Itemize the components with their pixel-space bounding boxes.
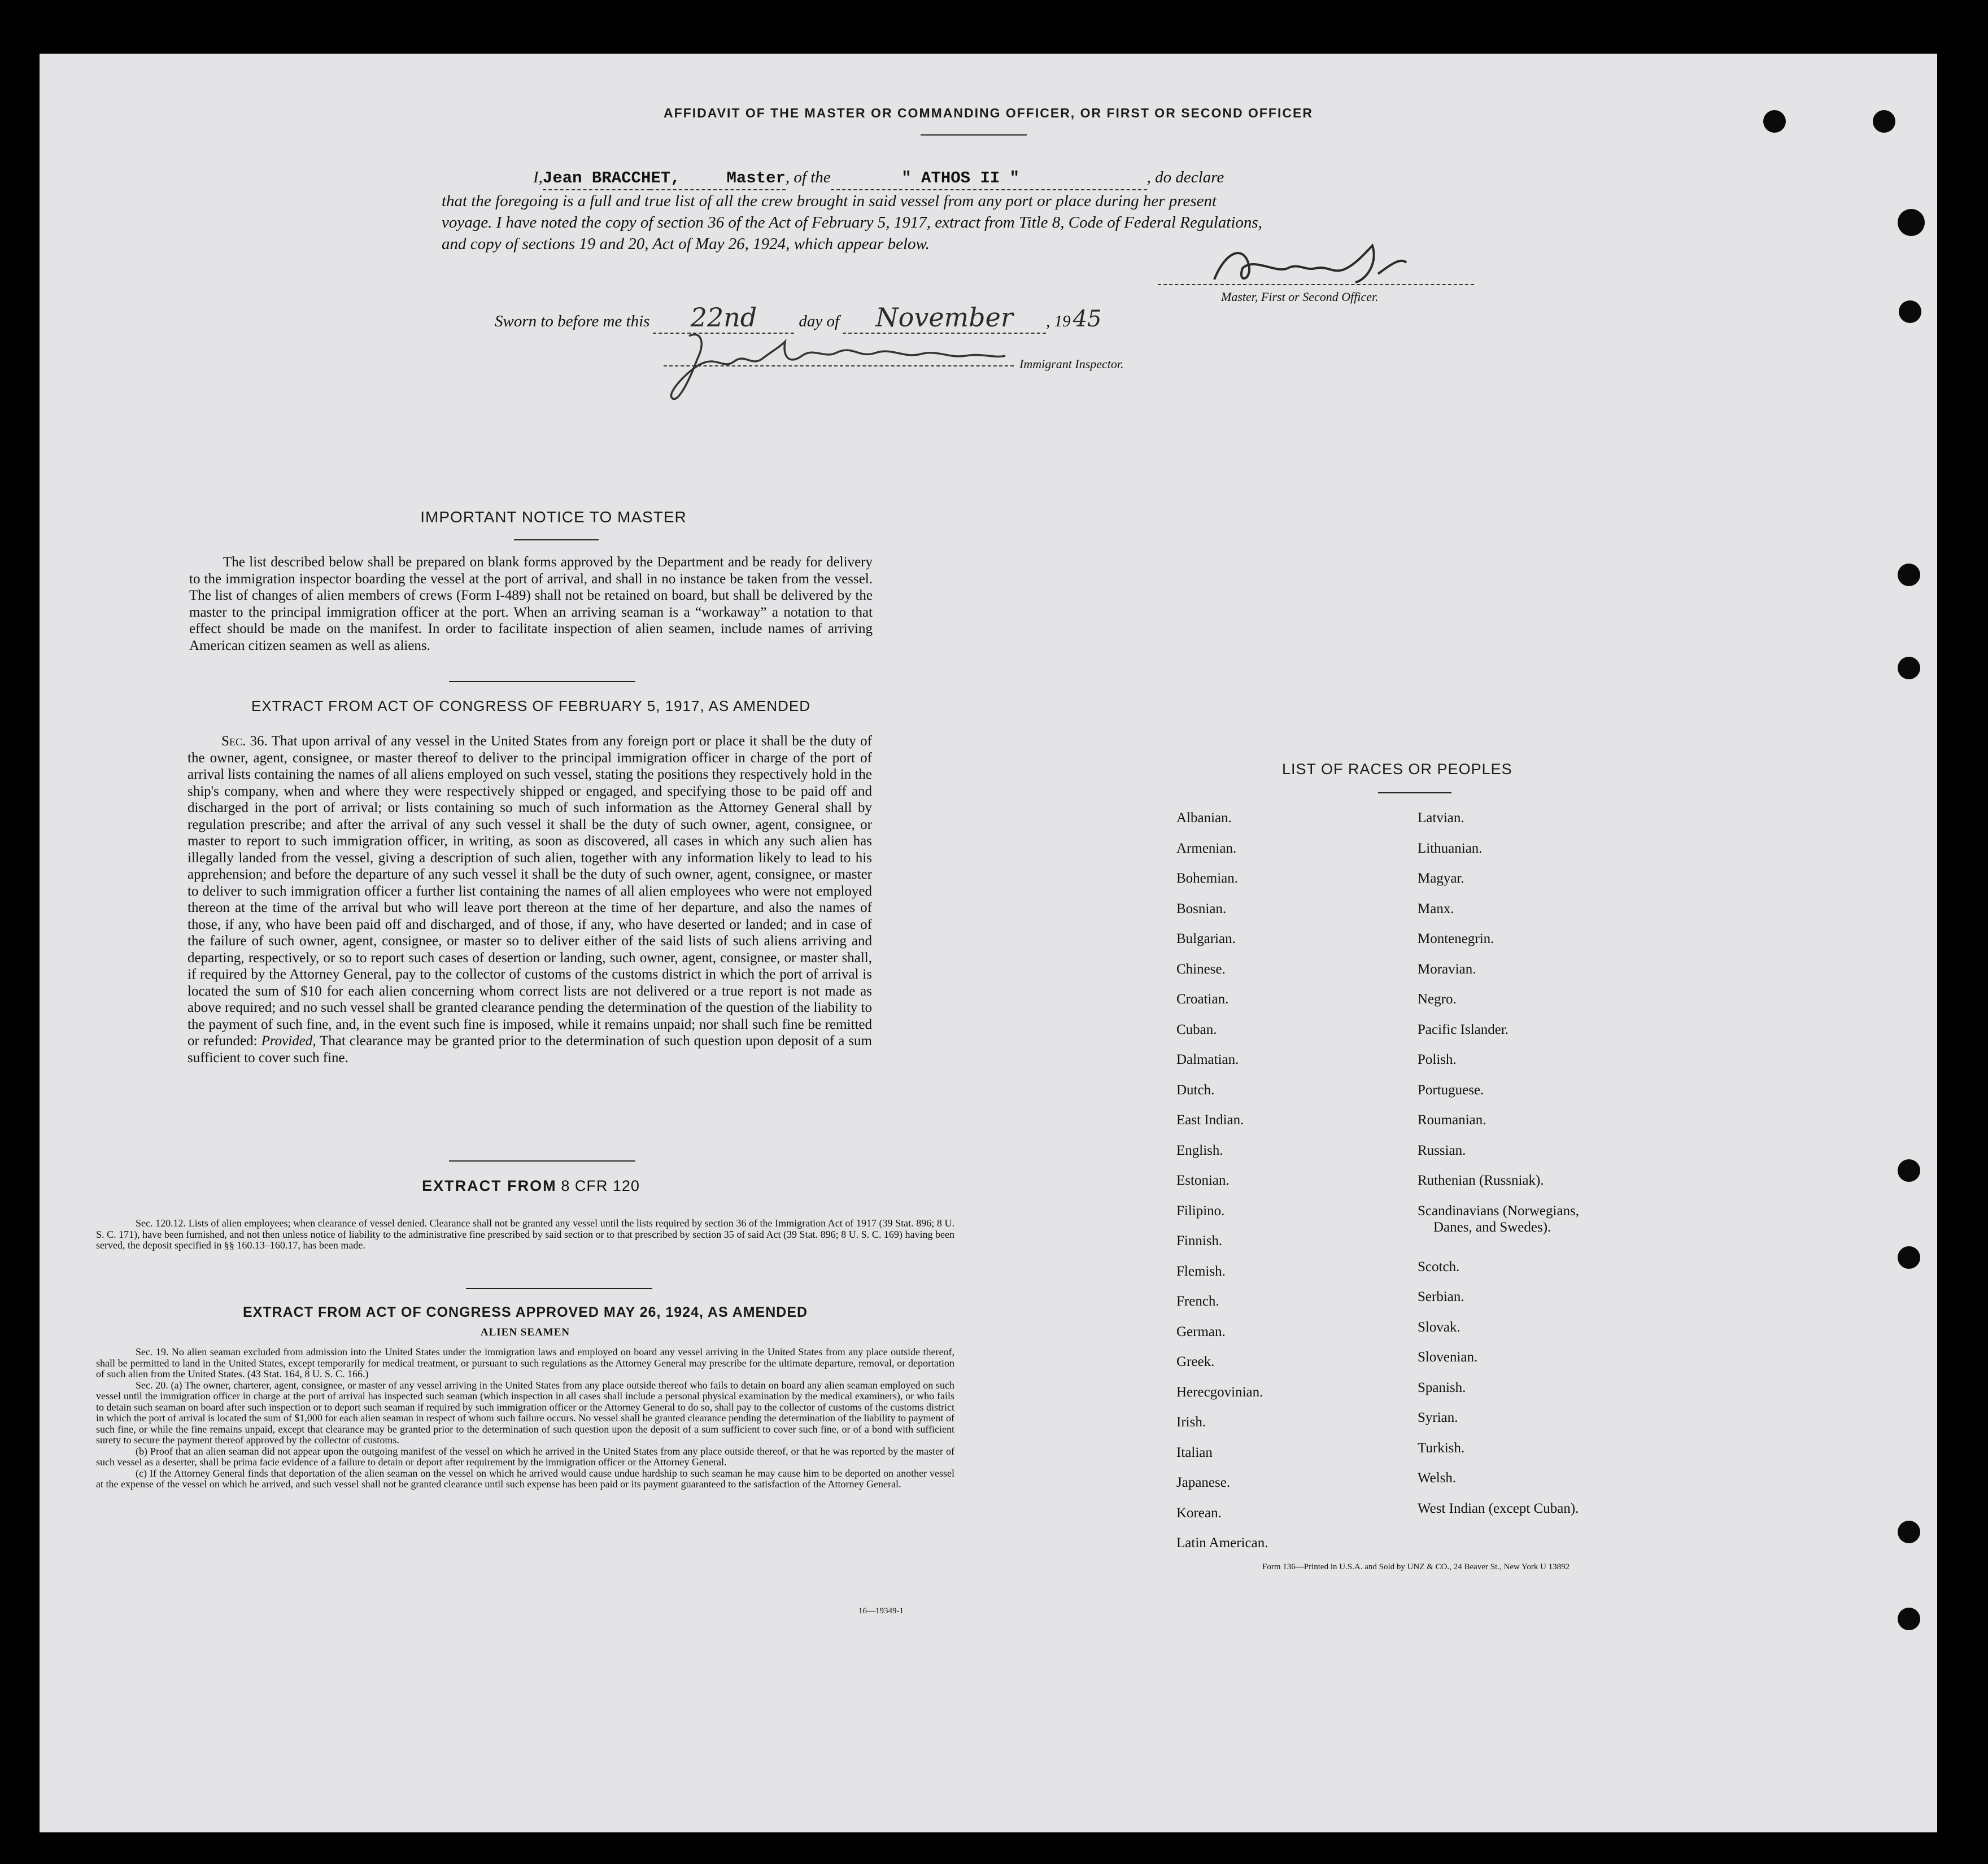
race-row: [1418, 1052, 1579, 1082]
race-item: German.: [1176, 1324, 1226, 1339]
race-item: West Indian (except Cuban).: [1418, 1500, 1579, 1516]
race-row: [1176, 1112, 1268, 1143]
extract-1924-subtitle: ALIEN SEAMEN: [480, 1326, 570, 1338]
race-item: Slovak.: [1418, 1319, 1461, 1335]
race-row: [1176, 1294, 1268, 1324]
race-item: Bosnian.: [1176, 901, 1227, 916]
race-item: Polish.: [1418, 1052, 1457, 1067]
binder-hole: [1899, 300, 1921, 323]
race-item: East Indian.: [1176, 1112, 1244, 1128]
race-row: [1418, 1350, 1579, 1380]
binder-hole: [1898, 1521, 1920, 1543]
race-item: Danes, and Swedes).: [1433, 1219, 1551, 1235]
form-code: 16—19349-1: [858, 1607, 904, 1616]
race-item: Chinese.: [1176, 961, 1226, 977]
race-row: [1176, 1173, 1268, 1203]
race-row: [1418, 1410, 1579, 1440]
sec-20a-text: Sec. 20. (a) The owner, charterer, agent, consignee, or master of any vessel arriving in the United States from any place outside thereof who fails to detain on board any alien seaman employed on such vessel until the immigration officer in charge at the port of arrival has inspected such seaman (which inspection in all cases shall include a personal physical examination by the medical examiners), or who fails to detain such seaman on board after such inspection or to deport such seaman if required by such immigration officer or the Attorney General to do so, shall pay to the collector of customs of the customs district in which the port of arrival is located the sum of $1,000 for each alien seaman in respect of whom such failure occurs. No vessel shall be granted clearance pending the determination of the liability to payment of such fine, or while the fine remains unpaid, except that clearance may be granted prior to the determination of such question upon the deposit of a sum sufficient to cover such fine, or of a bond with sufficient surety to secure the payment thereof approved by the collector of customs.: [96, 1379, 954, 1446]
of-the-label: , of the: [785, 168, 831, 186]
race-item: Lithuanian.: [1418, 840, 1483, 856]
race-item: Portuguese.: [1418, 1082, 1484, 1098]
races-left-column: [1176, 810, 1380, 1566]
race-row: [1176, 931, 1268, 962]
affidavit-i: I,: [533, 168, 543, 186]
extract-1924-text: [96, 1347, 954, 1490]
master-name-field: Jean BRACCHET,: [542, 169, 681, 187]
race-item: Flemish.: [1176, 1263, 1226, 1279]
race-row: [1176, 962, 1268, 992]
race-row: [1176, 1143, 1268, 1173]
race-item: Roumanian.: [1418, 1112, 1486, 1128]
year-prefix: , 19: [1046, 312, 1071, 330]
binder-hole: [1898, 1246, 1920, 1269]
do-declare-label: , do declare: [1146, 168, 1224, 186]
binder-hole: [1898, 564, 1920, 586]
race-item: Slovenian.: [1418, 1350, 1478, 1365]
race-item: Syrian.: [1418, 1410, 1458, 1425]
affidavit-title: AFFIDAVIT OF THE MASTER OR COMMANDING OFFICER, OR FIRST OR SECOND OFFICER: [664, 106, 1313, 120]
extract-cfr-text: Sec. 120.12. Lists of alien employees; when clearance of vessel denied. Clearance shall not be granted any vessel until the lists required by section 36 of the Immigration Act of 1917 (39 Stat. 896; 8 U. S. C. 171), have been furnished, and not then unless notice of liability to the administrative fine prescribed by said section or to that prescribed by section 35 of said Act (39 Stat. 896; 8 U. S. C. 169) having been served, the deposit specified in §§ 160.13–160.17, has been made.: [96, 1217, 954, 1251]
race-row: [1176, 1505, 1268, 1536]
extract-1917-text: [188, 733, 872, 1066]
race-item: Korean.: [1176, 1505, 1222, 1521]
sworn-month-field: November: [875, 302, 1013, 333]
race-item: Serbian.: [1418, 1289, 1464, 1304]
race-row: [1418, 931, 1579, 962]
race-item: Armenian.: [1176, 840, 1237, 856]
master-caption: Master, First or Second Officer.: [1221, 290, 1379, 304]
race-row: [1176, 841, 1268, 871]
race-item: Italian: [1176, 1444, 1213, 1460]
race-item: Estonian.: [1176, 1173, 1230, 1188]
races-title: LIST OF RACES OR PEOPLES: [1282, 761, 1512, 778]
affidavit-line-4: and copy of sections 19 and 20, Act of May 26, 1924, which appear below.: [442, 235, 930, 253]
race-item: Russian.: [1418, 1142, 1466, 1158]
race-row: [1176, 1385, 1268, 1415]
sec-20c-text: (c) If the Attorney General finds that deportation of the alien seaman on the vessel on which he arrived would cause undue hardship to such seaman he may cause him to be deported on another vessel at the expense of the vessel on which he arrived, and such vessel shall not be granted clearance until such expense has been paid or its payment guaranteed to the satisfaction of the Attorney General.: [96, 1467, 954, 1490]
race-row: [1418, 901, 1579, 932]
race-row: [1176, 1203, 1268, 1234]
race-row: [1418, 1320, 1579, 1350]
race-item: Greek.: [1176, 1354, 1215, 1369]
affidavit-line-1: [442, 167, 1549, 190]
race-item: Moravian.: [1418, 961, 1476, 977]
race-row: [1418, 1022, 1579, 1053]
races-left-table: [1176, 810, 1268, 1566]
race-row: [1176, 1415, 1268, 1445]
race-item: Irish.: [1176, 1415, 1206, 1430]
binder-hole: [1898, 209, 1925, 236]
race-item: Bulgarian.: [1176, 931, 1236, 946]
vessel-name-field: " ATHOS II ": [901, 169, 1020, 187]
races-right-table: [1418, 810, 1579, 1531]
printer-footer: Form 136—Printed in U.S.A. and Sold by UNZ & CO., 24 Beaver St., New York U 13892: [1262, 1562, 1570, 1571]
race-item: Herecgovinian.: [1176, 1384, 1263, 1400]
race-row: [1418, 962, 1579, 992]
race-row: [1418, 1203, 1579, 1220]
race-item: English.: [1176, 1142, 1223, 1158]
extract-1924-title: EXTRACT FROM ACT OF CONGRESS APPROVED MAY 26, 1924, AS AMENDED: [242, 1304, 808, 1320]
race-item: Latin American.: [1176, 1535, 1268, 1551]
day-of-label: day of: [799, 312, 840, 330]
race-item: Albanian.: [1176, 810, 1232, 826]
sec-36-text-end: That clearance may be granted prior to the determination of such question upon deposit of a sum sufficient to cover such fine.: [188, 1033, 873, 1066]
race-row: [1176, 1082, 1268, 1113]
extract-cfr-title-bold: EXTRACT FROM: [422, 1177, 557, 1194]
title-divider: [921, 134, 1027, 136]
races-divider: [1378, 792, 1451, 793]
race-item: Manx.: [1418, 901, 1454, 916]
race-row: [1418, 1082, 1579, 1113]
affidavit-line-3: voyage. I have noted the copy of section 36 of the Act of February 5, 1917, extract from Title 8, Code of Federal Regulations,: [442, 213, 1262, 232]
race-row: [1176, 810, 1268, 841]
extract-1917-end-divider: [449, 1160, 635, 1162]
sec-19-text: Sec. 19. No alien seaman excluded from admission into the United States under the immigration laws and employed on board any vessel arriving in the United States from any place outside thereof, shall be permitted to land in the United States, except temporarily for medical treatment, or pursuant to such regulations as the Attorney General may prescribe for the ultimate departure, removal, or deportation of such alien from the United States. (43 Stat. 164, 8 U. S. C. 166.): [96, 1346, 954, 1380]
race-row: [1176, 1022, 1268, 1053]
race-item: Cuban.: [1176, 1022, 1217, 1037]
provided-label: Provided,: [261, 1033, 316, 1049]
race-row: [1418, 1289, 1579, 1320]
inspector-caption: Immigrant Inspector.: [1019, 357, 1124, 371]
race-item: Croatian.: [1176, 992, 1229, 1007]
sworn-label: Sworn to before me this: [495, 312, 650, 330]
race-row: [1176, 1475, 1268, 1505]
binder-hole: [1898, 1159, 1920, 1182]
race-row: [1418, 841, 1579, 871]
race-row: [1176, 1233, 1268, 1264]
race-item: Japanese.: [1176, 1475, 1231, 1490]
rank-field: Master: [726, 169, 786, 187]
race-item: Negro.: [1418, 992, 1457, 1007]
master-signature: [1209, 240, 1474, 291]
race-row: [1418, 1501, 1579, 1531]
document-page: [40, 54, 1937, 1832]
race-row: [1176, 1324, 1268, 1355]
race-row: [1418, 1112, 1579, 1143]
notice-end-divider: [449, 681, 635, 682]
race-row: [1418, 1220, 1579, 1259]
binder-hole: [1898, 1608, 1920, 1630]
sec-36-text: That upon arrival of any vessel in the United States from any foreign port or place it shall be the duty of the owner, agent, consignee, or master thereof to deliver to the principal immigration officer in charge of the port of arrival lists containing the names of all aliens employed on such vessel, stating the positions they respectively hold in the ship's company, when and where they were respectively shipped or engaged, and specifying those to be paid off and discharged in the port of arrival; or lists containing so much of such information as the Attorney General shall by regulation prescribe; and after the arrival of any such vessel it shall be the duty of such owner, agent, consignee, or master to report to such immigration officer, in writing, as soon as discovered, all cases in which any such alien has illegally landed from the vessel, giving a description of such alien, together with any information likely to lead to his apprehension; and before the departure of any such vessel it shall be the duty of such owner, agent, consignee, or master to deliver to such immigration officer a further list containing the names of all alien employees who were not employed thereon at the time of the arrival but who will leave port thereon at the time of her departure, and also the names of those, if any, who have been paid off and discharged, and of those, if any, who have deserted or landed; and in case of the failure of such owner, agent, consignee, or master so to deliver either of the said lists of such aliens arriving and departing, respectively, or so to report such cases of desertion or landing, such owner, agent, consignee, or master shall, if required by the Attorney General, pay to the collector of customs of the customs district in which the port of arrival is located the sum of $10 for each alien concerning whom correct lists are not delivered or a true report is not made as above required; and no such vessel shall be granted clearance pending the determination of the question of the liability to the payment of such fine, and, in the event such fine is imposed, while it remains unpaid; nor shall such fine be remitted or refunded:: [188, 734, 872, 1049]
race-item: Dalmatian.: [1176, 1052, 1239, 1067]
race-row: [1176, 1052, 1268, 1082]
race-row: [1418, 1259, 1579, 1290]
race-row: [1418, 1173, 1579, 1203]
race-row: [1418, 871, 1579, 901]
race-item: Turkish.: [1418, 1440, 1465, 1456]
sworn-year-field: 45: [1073, 306, 1102, 332]
race-item: Pacific Islander.: [1418, 1022, 1509, 1037]
race-row: [1418, 810, 1579, 841]
race-row: [1176, 992, 1268, 1022]
race-item: Latvian.: [1418, 810, 1464, 826]
race-row: [1418, 1380, 1579, 1411]
race-row: [1418, 992, 1579, 1022]
race-item: Scandinavians (Norwegians,: [1418, 1203, 1580, 1219]
sec-36-label: Sec. 36.: [221, 734, 268, 749]
sworn-day-field: 22nd: [690, 302, 757, 333]
race-item: Scotch.: [1418, 1259, 1460, 1274]
race-item: Bohemian.: [1176, 871, 1239, 886]
race-item: Ruthenian (Russniak).: [1418, 1173, 1544, 1188]
extract-cfr-title: [189, 1177, 873, 1195]
race-row: [1418, 1470, 1579, 1501]
binder-hole: [1898, 657, 1920, 679]
race-row: [1418, 1440, 1579, 1471]
inspector-signature: [666, 325, 1017, 415]
notice-text: The list described below shall be prepared on blank forms approved by the Department and be ready for delivery to the immigration inspector boarding the vessel at the port of arrival, and shall in no instance be taken from the vessel. The list of changes of alien members of crews (Form I-489) shall not be retained on board, but shall be delivered by the master to the principal immigration officer at the port. When an arriving seaman is a “workaway” a notation to that effect should be made on the manifest. In order to facilitate inspection of alien seamen, include names of arriving American citizen seamen as well as aliens.: [189, 555, 873, 653]
race-row: [1176, 871, 1268, 901]
sec-20b-text: (b) Proof that an alien seaman did not appear upon the outgoing manifest of the vessel on which he arrived in the United States from any place outside thereof, or that he was reported by the master of such vessel as a deserter, shall be prima facie evidence of a failure to detain or deport after requirement by the immigration officer or the Attorney General.: [96, 1445, 954, 1468]
race-row: [1176, 1445, 1268, 1476]
race-row: [1176, 901, 1268, 932]
race-item: Magyar.: [1418, 871, 1464, 886]
affidavit-line-2: that the foregoing is a full and true list of all the crew brought in said vessel from any port or place during her present: [442, 192, 1217, 210]
race-row: [1176, 1354, 1268, 1385]
race-item: Finnish.: [1176, 1233, 1223, 1249]
notice-title: IMPORTANT NOTICE TO MASTER: [420, 508, 687, 526]
extract-cfr-title-rest: 8 CFR 120: [561, 1177, 640, 1194]
race-item: Filipino.: [1176, 1203, 1225, 1219]
race-row: [1176, 1264, 1268, 1294]
race-item: French.: [1176, 1294, 1219, 1309]
race-item: Montenegrin.: [1418, 931, 1494, 946]
extract-cfr-end-divider: [466, 1288, 652, 1289]
notice-divider: [514, 539, 599, 540]
race-row: [1176, 1535, 1268, 1566]
race-item: Welsh.: [1418, 1470, 1457, 1486]
extract-1917-title: EXTRACT FROM ACT OF CONGRESS OF FEBRUARY 5, 1917, AS AMENDED: [251, 697, 810, 714]
race-row: [1418, 1143, 1579, 1173]
race-item: Dutch.: [1176, 1082, 1215, 1098]
races-right-column: [1418, 810, 1734, 1531]
race-item: Spanish.: [1418, 1380, 1466, 1395]
